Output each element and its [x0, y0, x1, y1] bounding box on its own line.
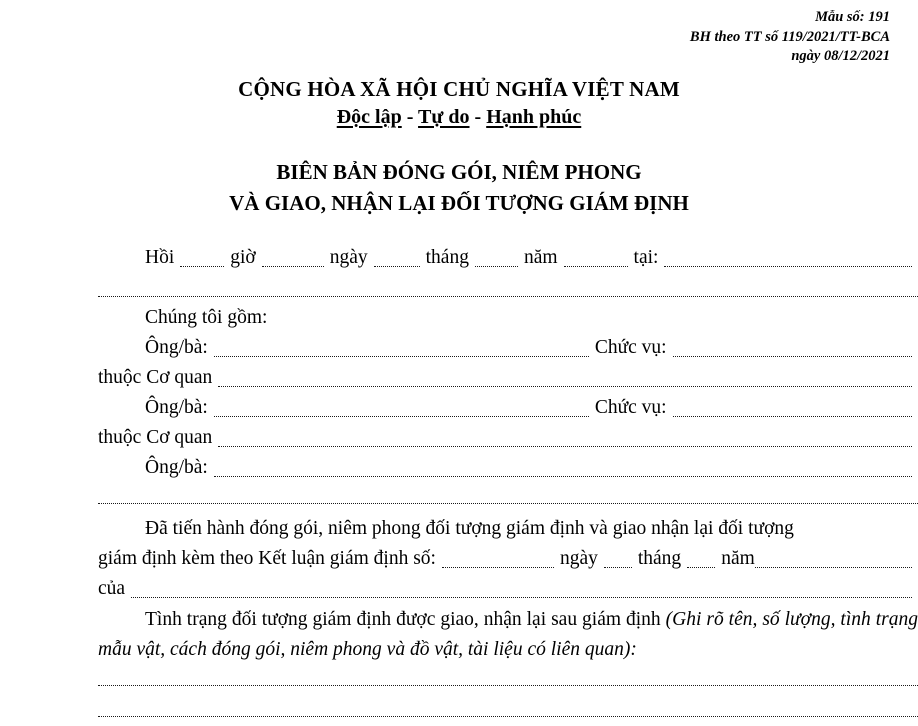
conclusion-month-input[interactable]	[687, 567, 715, 568]
place-continuation-row	[98, 273, 918, 303]
person-label-3: Ông/bà:	[145, 457, 208, 478]
condition-input-line-1[interactable]	[98, 685, 918, 686]
form-number: Mẫu số: 191	[815, 9, 890, 25]
agency-row-1	[98, 363, 918, 393]
month-label: tháng	[425, 247, 469, 268]
country-name: CỘNG HÒA XÃ HỘI CHỦ NGHĨA VIỆT NAM	[238, 77, 680, 101]
place-label: tại:	[633, 247, 659, 268]
place-input[interactable]	[664, 266, 912, 267]
hour-input[interactable]	[180, 266, 224, 267]
conclusion-day-label: ngày	[559, 548, 598, 569]
agency-label-2: thuộc Cơ quan	[98, 427, 213, 448]
motto-happiness: Hạnh phúc	[486, 106, 582, 128]
condition-paragraph	[98, 605, 918, 665]
conclusion-year-input[interactable]	[755, 567, 912, 568]
form-circular: BH theo TT số 119/2021/TT-BCA	[689, 28, 890, 45]
form-date: ngày 08/12/2021	[791, 48, 890, 64]
month-input[interactable]	[475, 266, 518, 267]
form-reference-block	[690, 8, 890, 67]
issuer-row	[98, 574, 918, 604]
agency-input-1[interactable]	[218, 386, 912, 387]
form-body	[98, 243, 918, 483]
hour-label: Hồi	[145, 247, 175, 268]
day-label: ngày	[329, 247, 368, 268]
position-input-2[interactable]	[673, 416, 912, 417]
packing-paragraph-lead: Đã tiến hành đóng gói, niêm phong đối tượng giám định và giao nhận lại đối tượng	[145, 518, 794, 539]
issuer-input[interactable]	[131, 597, 912, 598]
person-name-input-3[interactable]	[214, 476, 912, 477]
person-label-2: Ông/bà:	[145, 397, 208, 418]
national-heading	[0, 77, 918, 129]
agency-input-2[interactable]	[218, 446, 912, 447]
motto-freedom: Tự do	[418, 106, 470, 128]
conclusion-label: giám định kèm theo Kết luận giám định số:	[98, 548, 436, 569]
condition-input-line-2[interactable]	[98, 716, 918, 717]
title-line-2: VÀ GIAO, NHẬN LẠI ĐỐI TƯỢNG GIÁM ĐỊNH	[229, 191, 689, 215]
issuer-label: của	[98, 578, 126, 599]
motto-separator-1: -	[401, 106, 419, 128]
national-motto	[0, 106, 918, 129]
packing-paragraph-line-1	[98, 514, 918, 544]
position-label-1: Chức vụ:	[594, 337, 667, 358]
motto-independence: Độc lập	[336, 106, 402, 128]
conclusion-year-label: năm	[721, 548, 755, 569]
hour-unit-label: giờ	[230, 247, 256, 268]
agency-row-2	[98, 423, 918, 453]
participants-heading: Chúng tôi gồm:	[145, 307, 268, 328]
person-name-input-2[interactable]	[214, 416, 589, 417]
minute-input[interactable]	[262, 266, 324, 267]
place-input-continued[interactable]	[98, 296, 918, 297]
agency-label-1: thuộc Cơ quan	[98, 367, 213, 388]
participant-row-2	[98, 393, 918, 423]
participants-heading-row	[98, 303, 918, 333]
person-name-input-1[interactable]	[214, 356, 589, 357]
page-title	[0, 157, 918, 219]
participant-row-3	[98, 453, 918, 483]
title-line-1: BIÊN BẢN ĐÓNG GÓI, NIÊM PHONG	[276, 160, 642, 184]
participants-extra-line[interactable]	[98, 503, 918, 504]
year-input[interactable]	[564, 266, 628, 267]
position-label-2: Chức vụ:	[594, 397, 667, 418]
conclusion-month-label: tháng	[637, 548, 682, 569]
conclusion-row	[98, 544, 918, 574]
condition-paragraph-italic: (Ghi rõ tên, số lượng, tình trạng mẫu vật, cách đóng gói, niêm phong và đồ vật, tài liệu có liên quan):	[98, 609, 918, 660]
datetime-row	[98, 243, 918, 273]
motto-separator-2: -	[469, 106, 487, 128]
participant-row-1	[98, 333, 918, 363]
packing-paragraph-block	[98, 514, 918, 665]
day-input[interactable]	[374, 266, 420, 267]
conclusion-day-input[interactable]	[604, 567, 632, 568]
person-label-1: Ông/bà:	[145, 337, 208, 358]
year-label: năm	[523, 247, 558, 268]
condition-paragraph-normal: Tình trạng đối tượng giám định được giao, nhận lại sau giám định	[145, 609, 666, 630]
position-input-1[interactable]	[673, 356, 912, 357]
conclusion-number-input[interactable]	[442, 567, 554, 568]
